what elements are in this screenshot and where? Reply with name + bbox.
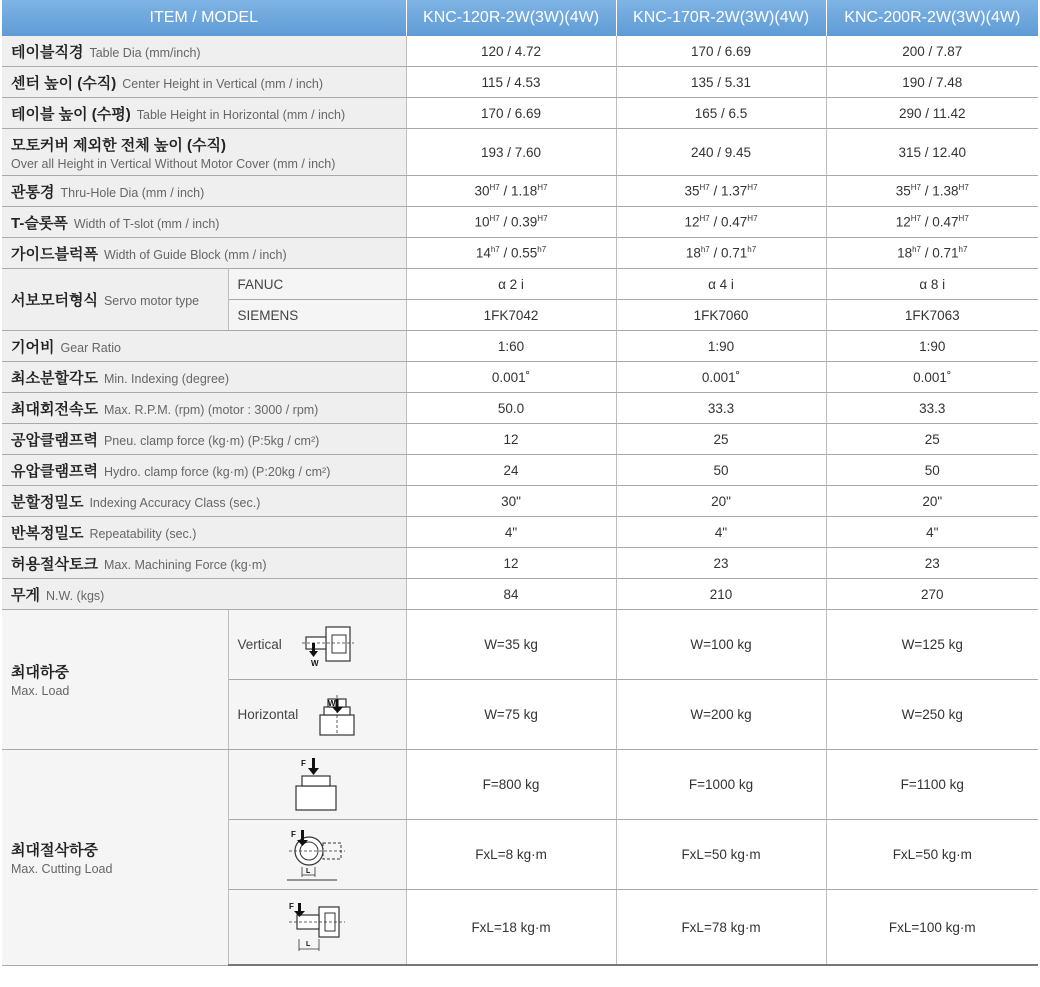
row-cutting-force xyxy=(2,750,1038,820)
cell-value: α 2 i xyxy=(406,269,616,300)
label-en: Gear Ratio xyxy=(60,340,121,355)
cell-value: 1FK7060 xyxy=(616,300,826,331)
label-ko: 최소분할각도 xyxy=(11,369,98,387)
l-label: L xyxy=(306,941,311,948)
cell-value: 170 / 6.69 xyxy=(616,36,826,67)
cell-value: 4" xyxy=(826,517,1038,548)
cell-value: FxL=8 kg·m xyxy=(406,820,616,890)
row-guide-block xyxy=(2,238,1038,269)
cell-value: $12^{H7} / 0.47^{H7}$ xyxy=(826,207,1038,238)
label-ko: 관통경 xyxy=(11,183,55,201)
sub-label-vertical xyxy=(228,610,406,680)
label-ko: 최대회전속도 xyxy=(11,400,98,418)
cell-value: 1:60 xyxy=(406,331,616,362)
row-label xyxy=(2,393,406,424)
horizontal-label: Horizontal xyxy=(237,707,299,722)
label-en: Servo motor type xyxy=(103,294,200,308)
label-ko: 가이드블럭폭 xyxy=(11,245,98,263)
cell-value: F=1000 kg xyxy=(616,750,826,820)
cell-value: 210 xyxy=(616,579,826,610)
cell-value: FxL=78 kg·m xyxy=(616,890,826,966)
cell-value: 0.001˚ xyxy=(616,362,826,393)
offset-moment-icon xyxy=(287,899,347,955)
row-label xyxy=(2,362,406,393)
label-ko: 최대하중 xyxy=(11,664,69,681)
sub-label-horizontal xyxy=(228,680,406,750)
cell-value: W=200 kg xyxy=(616,680,826,750)
row-hydro-clamp xyxy=(2,455,1038,486)
cell-value: $18^{h7} / 0.71^{h7}$ xyxy=(616,238,826,269)
cell-value: 1FK7063 xyxy=(826,300,1038,331)
cell-value: 193 / 7.60 xyxy=(406,129,616,176)
label-ko: 센터 높이 (수직) xyxy=(11,74,117,92)
cutting-moment2-diagram-cell xyxy=(228,890,406,966)
cell-value: 270 xyxy=(826,579,1038,610)
row-pneu-clamp xyxy=(2,424,1038,455)
row-label xyxy=(2,36,406,67)
label-en: Max. Cutting Load xyxy=(11,861,113,876)
label-en: Max. R.P.M. (rpm) (motor : 3000 / rpm) xyxy=(103,402,319,417)
row-t-slot xyxy=(2,207,1038,238)
sub-label-siemens: SIEMENS xyxy=(228,300,406,331)
cell-value: F=1100 kg xyxy=(826,750,1038,820)
f-label: F xyxy=(289,902,294,911)
row-machining-force xyxy=(2,548,1038,579)
row-max-load-vertical xyxy=(2,610,1038,680)
label-ko: 유압클램프력 xyxy=(11,462,98,480)
cell-value: 25 xyxy=(826,424,1038,455)
cell-value: 84 xyxy=(406,579,616,610)
f-label: F xyxy=(301,758,306,768)
label-ko: 서보모터형식 xyxy=(11,292,98,309)
label-en: Max. Load xyxy=(11,684,70,698)
cell-value: 200 / 7.87 xyxy=(826,36,1038,67)
row-servo-fanuc xyxy=(2,269,1038,300)
cell-value: FxL=100 kg·m xyxy=(826,890,1038,966)
cell-value: 20" xyxy=(826,486,1038,517)
header-item-model: ITEM / MODEL xyxy=(2,0,406,36)
cell-value: 1:90 xyxy=(616,331,826,362)
label-ko: 테이블 높이 (수평) xyxy=(11,105,131,123)
label-en: Repeatability (sec.) xyxy=(89,526,197,541)
row-overall-height xyxy=(2,129,1038,176)
cell-value: $35^{H7} / 1.38^{H7}$ xyxy=(826,176,1038,207)
label-en: Thru-Hole Dia (mm / inch) xyxy=(60,185,205,200)
label-ko: 모토커버 제외한 전체 높이 (수직) xyxy=(11,136,227,154)
cell-value: 23 xyxy=(616,548,826,579)
row-label xyxy=(2,129,406,176)
row-min-index xyxy=(2,362,1038,393)
cell-value: 135 / 5.31 xyxy=(616,67,826,98)
w-label: W xyxy=(328,698,336,708)
row-label xyxy=(2,455,406,486)
label-en: Over all Height in Vertical Without Motor Cover (mm / inch) xyxy=(11,156,336,171)
label-ko: 테이블직경 xyxy=(11,43,84,61)
row-label xyxy=(2,176,406,207)
cell-value: $30^{H7} / 1.18^{H7}$ xyxy=(406,176,616,207)
row-center-height xyxy=(2,67,1038,98)
vertical-label: Vertical xyxy=(237,637,282,652)
cell-value: α 4 i xyxy=(616,269,826,300)
header-model-120: KNC-120R-2W(3W)(4W) xyxy=(406,0,616,36)
cell-value: $12^{H7} / 0.47^{H7}$ xyxy=(616,207,826,238)
row-gear-ratio xyxy=(2,331,1038,362)
cell-value: 290 / 11.42 xyxy=(826,98,1038,129)
row-table-height xyxy=(2,98,1038,129)
cell-value: 25 xyxy=(616,424,826,455)
cell-value: 33.3 xyxy=(616,393,826,424)
label-en: Center Height in Vertical (mm / inch) xyxy=(122,76,324,91)
cell-value: 0.001˚ xyxy=(406,362,616,393)
cutting-moment1-diagram-cell xyxy=(228,820,406,890)
label-en: Width of Guide Block (mm / inch) xyxy=(103,247,287,262)
radial-moment-icon xyxy=(287,827,347,883)
cell-value: FxL=50 kg·m xyxy=(826,820,1038,890)
label-ko: T-슬롯폭 xyxy=(11,214,68,232)
cell-value: 170 / 6.69 xyxy=(406,98,616,129)
cell-value: W=75 kg xyxy=(406,680,616,750)
label-ko: 무게 xyxy=(11,586,40,604)
cell-value: 315 / 12.40 xyxy=(826,129,1038,176)
cell-value: W=125 kg xyxy=(826,610,1038,680)
cell-value: $18^{h7} / 0.71^{h7}$ xyxy=(826,238,1038,269)
cell-value: 0.001˚ xyxy=(826,362,1038,393)
header-model-200: KNC-200R-2W(3W)(4W) xyxy=(826,0,1038,36)
header-row xyxy=(2,0,1038,36)
row-label xyxy=(2,424,406,455)
cell-value: 24 xyxy=(406,455,616,486)
spec-table xyxy=(2,0,1038,966)
cell-value: W=100 kg xyxy=(616,610,826,680)
cell-value: 240 / 9.45 xyxy=(616,129,826,176)
horizontal-load-icon xyxy=(314,693,362,737)
row-label xyxy=(2,207,406,238)
cell-value: 115 / 4.53 xyxy=(406,67,616,98)
label-en: Min. Indexing (degree) xyxy=(103,371,230,386)
label-ko: 최대절삭하중 xyxy=(11,841,98,859)
cell-value: 23 xyxy=(826,548,1038,579)
label-en: Max. Machining Force (kg·m) xyxy=(103,557,267,572)
row-label xyxy=(2,548,406,579)
label-en: Indexing Accuracy Class (sec.) xyxy=(89,495,261,510)
l-label: L xyxy=(306,867,311,875)
cell-value: FxL=18 kg·m xyxy=(406,890,616,966)
row-repeatability xyxy=(2,517,1038,548)
cell-value: 12 xyxy=(406,548,616,579)
row-table-dia xyxy=(2,36,1038,67)
cell-value: 1FK7042 xyxy=(406,300,616,331)
max-load-label xyxy=(2,610,228,750)
cell-value: 50 xyxy=(616,455,826,486)
cell-value: 4" xyxy=(406,517,616,548)
f-label: F xyxy=(291,829,296,839)
row-label xyxy=(2,269,228,331)
cell-value: FxL=50 kg·m xyxy=(616,820,826,890)
w-label: W xyxy=(310,658,319,667)
cell-value: α 8 i xyxy=(826,269,1038,300)
row-max-rpm xyxy=(2,393,1038,424)
sub-label-fanuc: FANUC xyxy=(228,269,406,300)
cell-value: 165 / 6.5 xyxy=(616,98,826,129)
label-ko: 반복정밀도 xyxy=(11,524,84,542)
cell-value: $35^{H7} / 1.37^{H7}$ xyxy=(616,176,826,207)
row-label xyxy=(2,486,406,517)
row-label xyxy=(2,579,406,610)
label-en: Pneu. clamp force (kg·m) (P:5kg / cm²) xyxy=(103,433,320,448)
cell-value: 1:90 xyxy=(826,331,1038,362)
label-ko: 공압클램프력 xyxy=(11,431,98,449)
cell-value: 190 / 7.48 xyxy=(826,67,1038,98)
row-accuracy xyxy=(2,486,1038,517)
cell-value: F=800 kg xyxy=(406,750,616,820)
label-ko: 허용절삭토크 xyxy=(11,555,98,573)
row-label xyxy=(2,331,406,362)
cell-value: 12 xyxy=(406,424,616,455)
row-thru-hole xyxy=(2,176,1038,207)
label-ko: 분할정밀도 xyxy=(11,493,84,511)
cell-value: 50.0 xyxy=(406,393,616,424)
row-label xyxy=(2,98,406,129)
cutting-load-label xyxy=(2,750,228,966)
row-weight xyxy=(2,579,1038,610)
label-en: N.W. (kgs) xyxy=(45,588,105,603)
cell-value: $10^{H7} / 0.39^{H7}$ xyxy=(406,207,616,238)
row-label xyxy=(2,67,406,98)
cell-value: W=35 kg xyxy=(406,610,616,680)
label-en: Hydro. clamp force (kg·m) (P:20kg / cm²) xyxy=(103,464,331,479)
cell-value: W=250 kg xyxy=(826,680,1038,750)
label-en: Table Dia (mm/inch) xyxy=(89,45,201,60)
label-en: Width of T-slot (mm / inch) xyxy=(73,216,220,231)
axial-force-icon xyxy=(292,756,342,814)
vertical-load-icon xyxy=(298,623,356,667)
label-ko: 기어비 xyxy=(11,338,55,356)
cutting-force-diagram-cell xyxy=(228,750,406,820)
cell-value: $14^{h7} / 0.55^{h7}$ xyxy=(406,238,616,269)
header-model-170: KNC-170R-2W(3W)(4W) xyxy=(616,0,826,36)
row-label xyxy=(2,238,406,269)
cell-value: 4" xyxy=(616,517,826,548)
cell-value: 33.3 xyxy=(826,393,1038,424)
cell-value: 50 xyxy=(826,455,1038,486)
cell-value: 20" xyxy=(616,486,826,517)
row-label xyxy=(2,517,406,548)
cell-value: 30" xyxy=(406,486,616,517)
label-en: Table Height in Horizontal (mm / inch) xyxy=(136,107,346,122)
cell-value: 120 / 4.72 xyxy=(406,36,616,67)
